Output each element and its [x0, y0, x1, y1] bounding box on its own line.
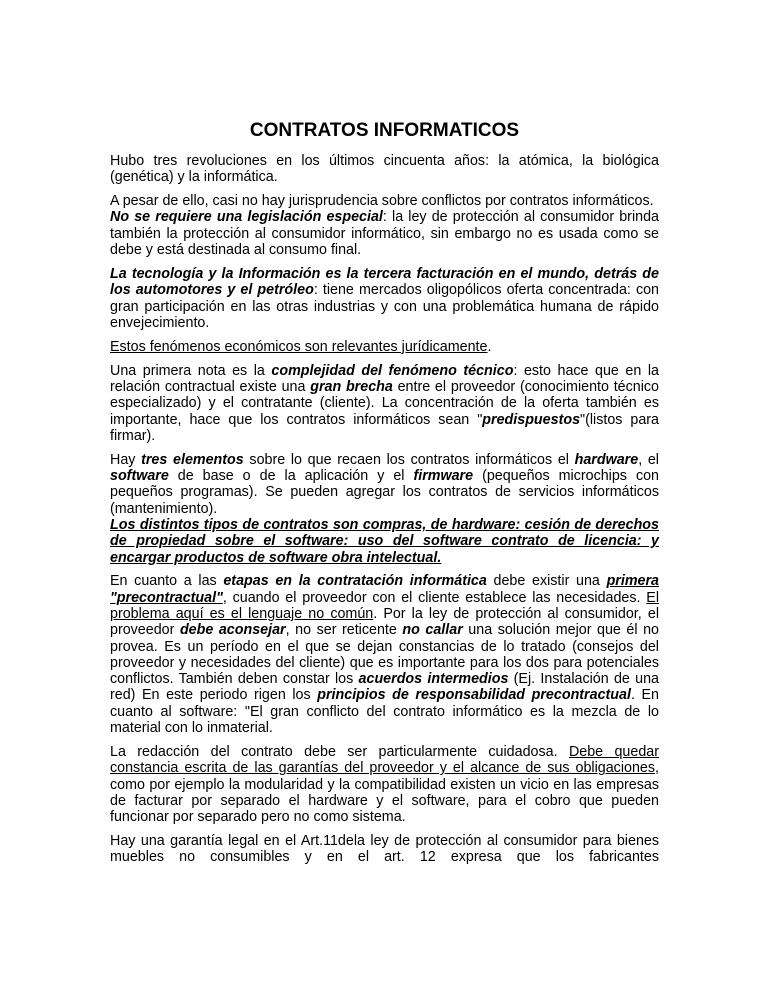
- paragraph: [110, 452, 659, 517]
- underlined-text: Debe quedar constancia escrita de las garantías del proveedor y el alcance de sus obligaciones: [110, 743, 660, 777]
- emphasized-text: primera "precontractual": [110, 573, 660, 606]
- paragraph: [110, 193, 659, 209]
- text-run: A pesar de ello, casi no hay jurisprudencia sobre conflictos por contratos informáticos.: [110, 193, 654, 210]
- paragraph: [110, 363, 659, 444]
- text-run: Hay: [110, 451, 142, 468]
- text-run: Hubo tres revoluciones en los últimos cincuenta años: la atómica, la biológica (genética) y la informática.: [110, 153, 659, 186]
- paragraph: [110, 573, 659, 736]
- document-title: CONTRATOS INFORMATICOS: [249, 120, 520, 141]
- text-run: : la ley de protección al consumidor brinda también la protección al consumidor informático, sin embargo no es usada como se debe y está destinada al consumo final.: [110, 209, 659, 259]
- emphasized-text: La tecnología y la Información es la tercera facturación en el mundo, detrás de los automotores y el petróleo: [110, 265, 659, 299]
- text-run: La redacción del contrato debe ser particularmente cuidadosa.: [110, 743, 569, 760]
- paragraph: [110, 339, 659, 355]
- paragraph: [110, 209, 659, 258]
- text-run: , como por ejemplo la modularidad y la compatibilidad existen un vicio en las empresas de facturar por separado el hardware y el software, para el cobro que pueden funcionar por separado pero no como sistema.: [110, 760, 659, 826]
- emphasized-text: no callar: [402, 622, 463, 639]
- emphasized-text: predispuestos: [482, 411, 581, 428]
- text-run: . Por la ley de protección al consumidor, el proveedor: [110, 605, 659, 639]
- text-run: entre el proveedor (conocimiento técnico especializado) y el contratante (cliente). La concentración de la oferta también es importante, hace que los contratos informáticos sean ": [110, 378, 659, 428]
- paragraph: [110, 517, 659, 566]
- text-run: debe existir una: [486, 573, 607, 590]
- paragraph: [110, 266, 659, 331]
- text-run: . En cuanto al software: "El gran conflicto del contrato informático es la mezcla de lo material con lo inmaterial.: [110, 687, 660, 737]
- emphasized-text: tres elementos: [141, 451, 244, 468]
- text-run: "(listos para firmar).: [110, 411, 659, 444]
- document-body: [110, 153, 659, 866]
- text-run: Una primera nota es la: [110, 362, 272, 379]
- text-run: , el: [638, 451, 659, 468]
- text-run: una solución mejor que él no provea. Es un período en el que se dejan constancias de lo tratado (consejos del proveedor y necesidades del cliente) que es importante para los dos para potenciales conflictos. También deben constar los: [110, 622, 659, 688]
- underlined-text: Estos fenómenos económicos son relevantes jurídicamente: [110, 338, 488, 355]
- emphasized-text: No se requiere una legislación especial: [110, 209, 383, 226]
- emphasized-text: hardware: [574, 451, 639, 468]
- emphasized-text: etapas en la contratación informática: [223, 573, 487, 590]
- emphasized-text: complejidad del fenómeno técnico: [271, 362, 514, 379]
- document-page: [110, 120, 659, 873]
- text-run: En cuanto a las: [110, 573, 224, 590]
- paragraph: [110, 744, 659, 825]
- underlined-text: El problema aquí es el lenguaje no común: [110, 589, 659, 622]
- emphasized-text: gran brecha: [310, 378, 393, 395]
- text-run: (Ej. Instalación de una red) En este periodo rigen los: [110, 671, 659, 704]
- text-run: Hay una garantía legal en el Art.11dela ley de protección al consumidor para bienes muebles no consumibles y en el art. 12 expresa que los fabricantes: [110, 833, 659, 866]
- emphasized-text: firmware: [413, 468, 474, 485]
- text-run: , no ser reticente: [285, 622, 403, 639]
- text-run: de base o de la aplicación y el: [168, 468, 414, 485]
- text-run: sobre lo que recaen los contratos informáticos el: [243, 451, 575, 468]
- paragraph: [110, 153, 659, 186]
- text-run: : tiene mercados oligopólicos oferta concentrada: con gran participación en las otras industrias y con una problemática humana de rápido envejecimiento.: [110, 282, 660, 331]
- emphasized-text: acuerdos intermedios: [358, 671, 509, 688]
- emphasized-text: software: [110, 468, 169, 485]
- emphasized-text: Los distintos tipos de contratos son compras, de hardware: cesión de derechos de propiedad sobre el software: uso del software contrato de licencia: y encargar productos de software obra intelectual.: [110, 516, 659, 566]
- paragraph: [110, 833, 659, 866]
- text-run: , cuando el proveedor con el cliente establece las necesidades.: [222, 589, 647, 606]
- emphasized-text: principios de responsabilidad precontractual: [317, 687, 631, 704]
- text-run: .: [487, 338, 492, 355]
- emphasized-text: debe aconsejar: [179, 622, 286, 639]
- text-run: : esto hace que en la relación contractual existe una: [110, 362, 659, 395]
- text-run: (pequeños microchips con pequeños programas). Se pueden agregar los contratos de servicios informáticos (mantenimiento).: [110, 468, 659, 517]
